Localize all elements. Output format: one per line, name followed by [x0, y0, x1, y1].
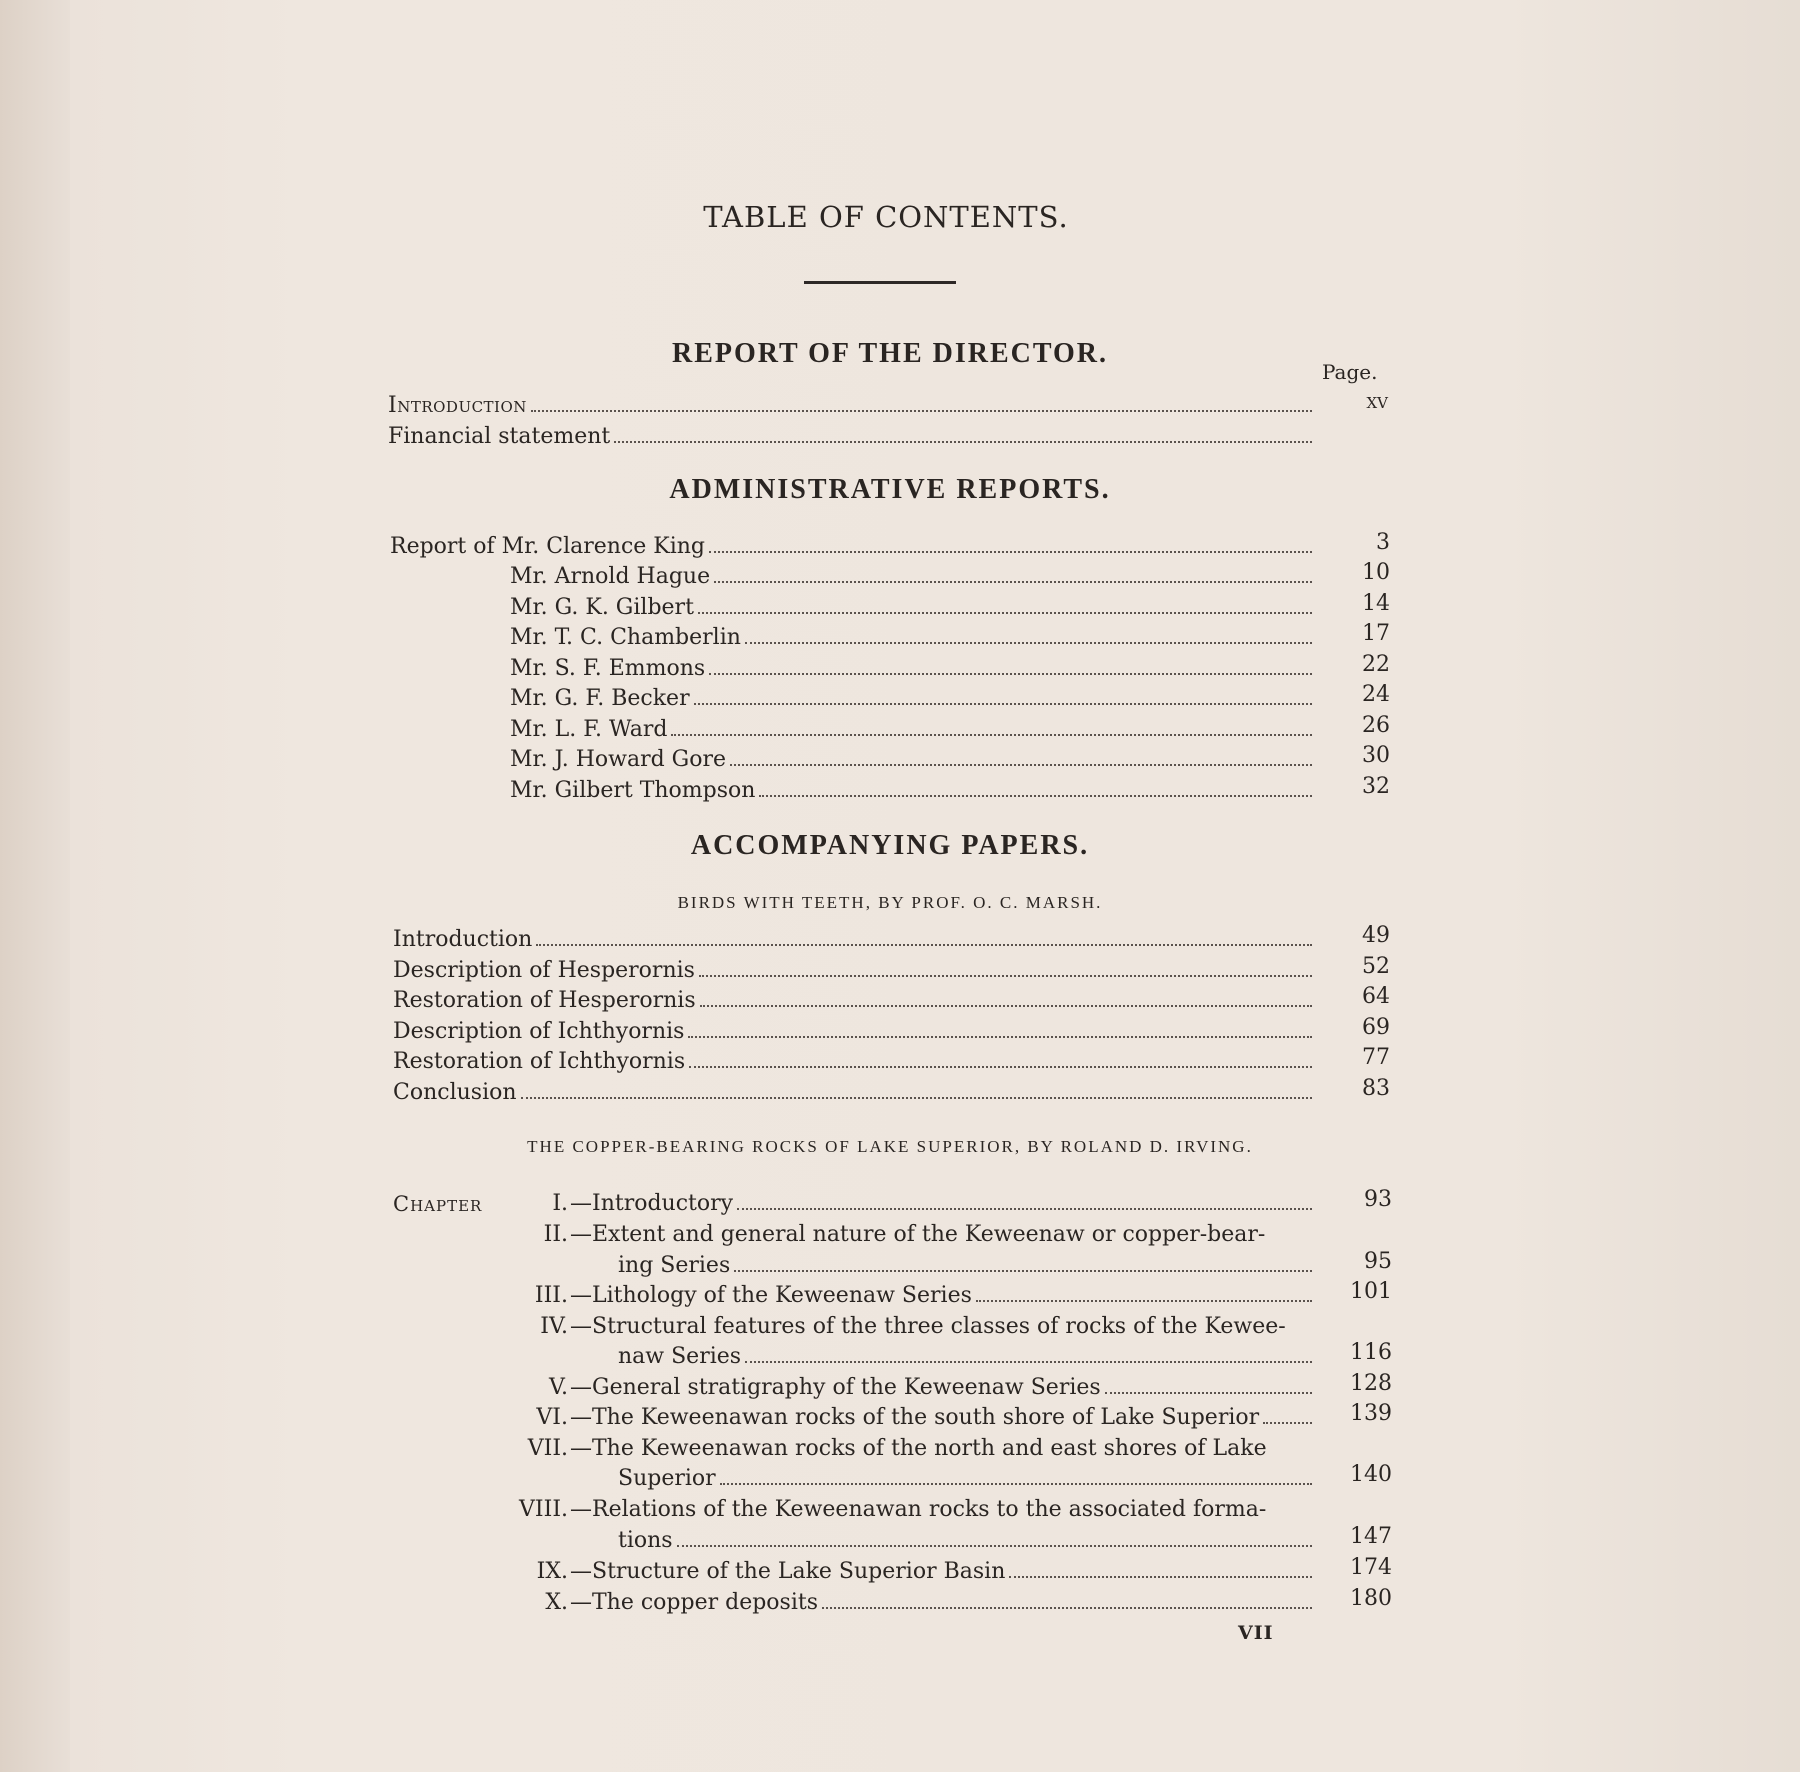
subsection-heading-birds: BIRDS WITH TEETH, BY PROF. O. C. MARSH.: [677, 893, 1103, 912]
chapter-number: I.: [552, 1191, 568, 1216]
toc-entry-label: —The Keweenawan rocks of the north and east shores of Lake: [570, 1436, 1267, 1461]
toc-entry-page: 147: [1350, 1524, 1392, 1549]
toc-entry-continuation: naw Series: [618, 1344, 742, 1369]
toc-chapter-7: [618, 1464, 1312, 1494]
dot-leader: [688, 1036, 1312, 1038]
dot-leader: [734, 1270, 1312, 1272]
chapter-number: II.: [543, 1222, 568, 1247]
section-heading-accompanying: ACCOMPANYING PAPERS.: [690, 830, 1090, 861]
dot-leader: [745, 1361, 1312, 1363]
toc-entry-admin-6: [510, 715, 1312, 745]
dot-leader: [1263, 1422, 1312, 1424]
chapter-word: Chapter: [393, 1192, 483, 1216]
toc-entry-label: Description of Hesperornis: [393, 958, 695, 983]
page-column-header: Page.: [1322, 360, 1378, 384]
dot-leader: [677, 1545, 1312, 1547]
toc-chapter-8: [618, 1526, 1312, 1556]
toc-entry-label: —Relations of the Keweenawan rocks to the associated forma-: [570, 1497, 1267, 1522]
toc-entry-admin-5: [510, 684, 1312, 714]
dot-leader: [759, 795, 1312, 797]
dot-leader: [976, 1300, 1312, 1302]
toc-entry-label: —Introductory: [570, 1191, 734, 1216]
toc-entry-admin-1: [510, 562, 1312, 592]
toc-entry-page: 3: [1376, 530, 1390, 555]
toc-entry-financial-statement: [388, 422, 1312, 452]
dot-leader: [700, 1005, 1312, 1007]
toc-chapter-5: [570, 1373, 1312, 1403]
chapter-number: VII.: [527, 1436, 568, 1461]
toc-chapter-1: [570, 1189, 1312, 1219]
toc-entry-continuation: ing Series: [618, 1253, 731, 1278]
toc-entry-page: xv: [1366, 389, 1388, 414]
toc-entry-admin-2: [510, 593, 1312, 623]
toc-entry-page: 32: [1362, 774, 1390, 799]
toc-entry-director-introduction: [388, 391, 1312, 421]
toc-entry-page: 101: [1350, 1279, 1392, 1304]
toc-entry-page: 77: [1362, 1045, 1390, 1070]
toc-entry-label: —The copper deposits: [570, 1590, 819, 1615]
toc-entry-admin-8: [510, 776, 1312, 806]
dot-leader: [694, 703, 1312, 705]
toc-entry-label: Conclusion: [393, 1080, 517, 1105]
chapter-number: IX.: [536, 1559, 568, 1584]
toc-chapter-4: [618, 1342, 1312, 1372]
chapter-number: V.: [548, 1375, 568, 1400]
toc-entry-label: Mr. S. F. Emmons: [510, 656, 706, 681]
toc-entry-page: 69: [1362, 1015, 1390, 1040]
dot-leader: [1105, 1392, 1312, 1394]
toc-entry-label: Introduction: [393, 927, 533, 952]
toc-entry-page: 49: [1362, 923, 1390, 948]
dot-leader: [822, 1607, 1312, 1609]
toc-entry-label: Mr. Arnold Hague: [510, 564, 711, 589]
toc-entry-label: Report of Mr. Clarence King: [390, 534, 706, 559]
toc-entry-birds-2: [393, 986, 1312, 1016]
toc-chapter-3: [570, 1281, 1312, 1311]
toc-entry-page: 140: [1350, 1462, 1392, 1487]
toc-entry-page: 10: [1362, 560, 1390, 585]
toc-entry-label: Mr. L. F. Ward: [510, 717, 668, 742]
toc-entry-birds-3: [393, 1017, 1312, 1047]
dot-leader: [614, 441, 1312, 443]
toc-entry-page: 95: [1364, 1249, 1392, 1274]
toc-entry-page: 30: [1362, 743, 1390, 768]
toc-entry-label: Restoration of Ichthyornis: [393, 1049, 686, 1074]
chapter-number: IV.: [540, 1314, 568, 1339]
toc-entry-birds-1: [393, 956, 1312, 986]
chapter-number: III.: [534, 1283, 568, 1308]
toc-chapter-2: [618, 1251, 1312, 1281]
dot-leader: [737, 1208, 1312, 1210]
toc-entry-page: 93: [1364, 1187, 1392, 1212]
toc-entry-label: Mr. Gilbert Thompson: [510, 778, 756, 803]
toc-entry-label: Mr. T. C. Chamberlin: [510, 625, 741, 650]
section-heading-administrative: ADMINISTRATIVE REPORTS.: [669, 474, 1111, 505]
toc-entry-page: 180: [1350, 1586, 1392, 1611]
page-title: TABLE OF CONTENTS.: [703, 200, 1069, 234]
toc-chapter-10: [570, 1588, 1312, 1618]
dot-leader: [730, 764, 1312, 766]
dot-leader: [745, 642, 1312, 644]
toc-entry-label: Mr. G. K. Gilbert: [510, 595, 694, 620]
toc-entry-page: 26: [1362, 713, 1390, 738]
toc-entry-continuation: Superior: [618, 1466, 716, 1491]
toc-entry-admin-3: [510, 623, 1312, 653]
toc-entry-admin-0: [390, 532, 1312, 562]
page-gutter: [0, 0, 70, 1772]
toc-entry-label: Financial statement: [388, 424, 611, 449]
toc-entry-page: 83: [1362, 1076, 1390, 1101]
page-folio: VII: [1238, 1622, 1274, 1644]
toc-entry-label: Introduction: [388, 393, 527, 418]
toc-entry-label: Mr. G. F. Becker: [510, 686, 690, 711]
toc-entry-admin-4: [510, 654, 1312, 684]
dot-leader: [699, 975, 1312, 977]
toc-entry-label: —Lithology of the Keweenaw Series: [570, 1283, 972, 1308]
dot-leader: [709, 673, 1312, 675]
toc-entry-continuation: tions: [618, 1528, 673, 1553]
toc-entry-label: Mr. J. Howard Gore: [510, 747, 727, 772]
toc-entry-label: —The Keweenawan rocks of the south shore of Lake Superior: [570, 1405, 1260, 1430]
toc-entry-label: —General stratigraphy of the Keweenaw Series: [570, 1375, 1101, 1400]
dot-leader: [709, 551, 1312, 553]
toc-entry-page: 52: [1362, 954, 1390, 979]
chapter-number: X.: [545, 1590, 568, 1615]
toc-entry-birds-5: [393, 1078, 1312, 1108]
toc-entry-page: 17: [1362, 621, 1390, 646]
toc-entry-page: 22: [1362, 652, 1390, 677]
dot-leader: [521, 1097, 1312, 1099]
toc-entry-page: 116: [1350, 1340, 1392, 1365]
toc-entry-page: [1308, 418, 1388, 448]
title-rule: [804, 281, 956, 284]
toc-entry-birds-0: [393, 925, 1312, 955]
dot-leader: [720, 1483, 1312, 1485]
toc-entry-admin-7: [510, 745, 1312, 775]
toc-entry-label: —Extent and general nature of the Keweenaw or copper-bear-: [570, 1222, 1266, 1247]
toc-entry-page: 174: [1350, 1555, 1392, 1580]
section-heading-director: REPORT OF THE DIRECTOR.: [671, 338, 1109, 369]
toc-entry-label: —Structure of the Lake Superior Basin: [570, 1559, 1006, 1584]
toc-entry-page: 128: [1350, 1371, 1392, 1396]
toc-entry-birds-4: [393, 1047, 1312, 1077]
toc-entry-label: Description of Ichthyornis: [393, 1019, 685, 1044]
toc-entry-page: 14: [1362, 591, 1390, 616]
dot-leader: [671, 734, 1312, 736]
toc-entry-page: 24: [1362, 682, 1390, 707]
dot-leader: [536, 944, 1312, 946]
toc-entry-page: 64: [1362, 984, 1390, 1009]
dot-leader: [689, 1066, 1312, 1068]
dot-leader: [698, 612, 1312, 614]
toc-chapter-9: [570, 1557, 1312, 1587]
chapter-number: VI.: [536, 1405, 568, 1430]
toc-entry-label: —Structural features of the three classes of rocks of the Kewee-: [570, 1314, 1286, 1339]
dot-leader: [531, 410, 1312, 412]
toc-entry-label: Restoration of Hesperornis: [393, 988, 696, 1013]
dot-leader: [1009, 1576, 1312, 1578]
dot-leader: [714, 581, 1312, 583]
subsection-heading-copper: THE COPPER-BEARING ROCKS OF LAKE SUPERIOR, BY ROLAND D. IRVING.: [527, 1137, 1253, 1156]
toc-entry-page: 139: [1350, 1401, 1392, 1426]
toc-chapter-6: [570, 1403, 1312, 1433]
chapter-number: VIII.: [519, 1497, 568, 1522]
